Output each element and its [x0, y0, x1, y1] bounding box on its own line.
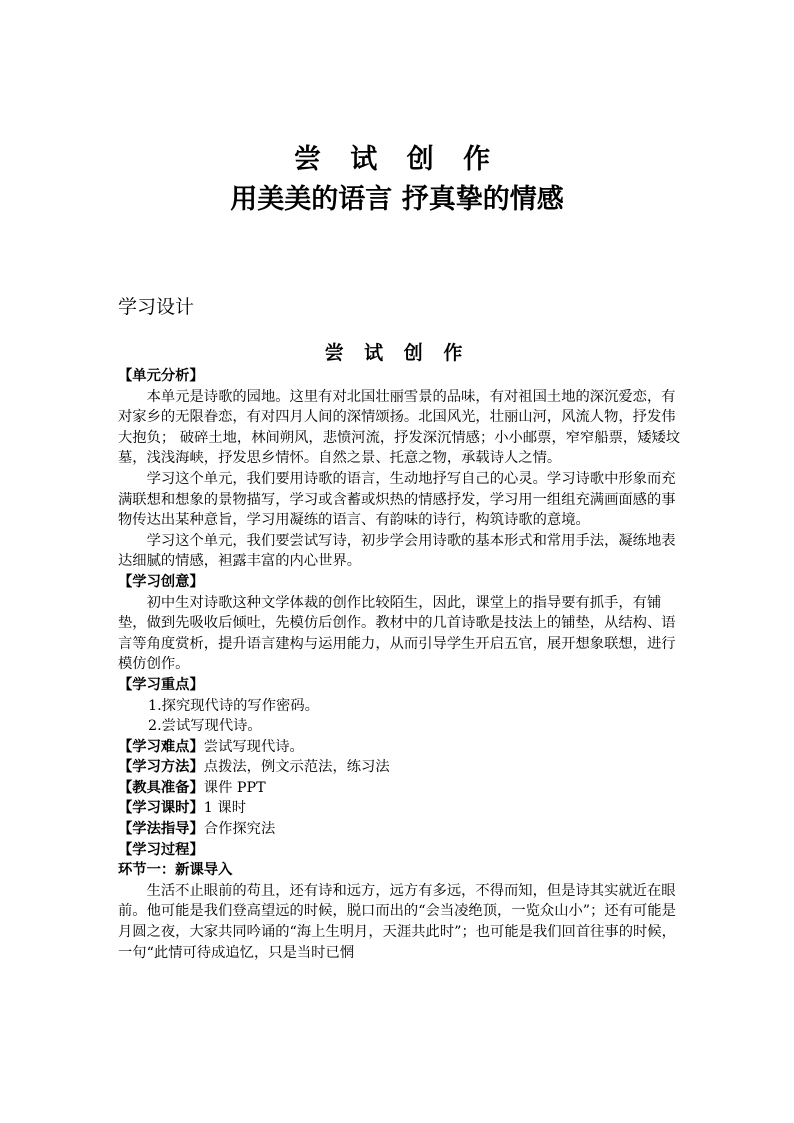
sub-title: 尝 试 创 作 [324, 342, 470, 364]
document-body [118, 366, 683, 963]
row-hours [118, 798, 683, 819]
paragraph-unit-analysis-2: 学习这个单元，我们要用诗歌的语言，生动地抒写自己的心灵。学习诗歌中形象而充满联想和想象的景物描写，学习或含蓄或炽热的情感抒发，学习用一组组充满画面感的事物传达出某种意旨，学习用凝练的语言、有韵味的诗行，构筑诗歌的意境。 [118, 470, 676, 529]
row-difficulty [118, 737, 683, 758]
heading-unit-analysis: 【单元分析】 [118, 368, 204, 384]
row-tools [118, 778, 683, 799]
row-guide [118, 819, 683, 840]
heading-key-points: 【学习重点】 [118, 676, 204, 693]
value-tools: 课件 PPT [203, 779, 266, 796]
value-guide: 合作探究法 [203, 821, 276, 838]
paragraph-step-1: 生活不止眼前的苟且，还有诗和远方，远方有多远，不得而知，但是诗其实就近在眼前。他可能是我们登高望远的时候，脱口而出的“会当凌绝顶，一览众山小”；还有可能是月圆之夜，大家共同吟诵的“海上生明月，天涯共此时”；也可能是我们回首往事的时候，一句“此情可待成追忆，只是当时已惘 [118, 882, 676, 961]
key-point-item-1: 1.探究现代诗的写作密码。 [148, 697, 319, 714]
key-point-item-2: 2.尝试写现代诗。 [148, 718, 262, 735]
paragraph-creative: 初中生对诗歌这种文学体裁的创作比较陌生，因此，课堂上的指导要有抓手，有铺垫，做到先吸收后倾吐，先模仿后创作。教材中的几首诗歌是技法上的铺垫，从结构、语言等角度赏析，提升语言建构与运用能力，从而引导学生开启五官，展开想象联想，进行模仿创作。 [118, 594, 676, 673]
value-method: 点拨法，例文示范法，练习法 [203, 759, 390, 776]
heading-process: 【学习过程】 [118, 841, 204, 858]
heading-method: 【学习方法】 [118, 759, 204, 776]
document-title [0, 140, 794, 220]
value-hours: 1 课时 [203, 800, 247, 817]
value-difficulty: 尝试写现代诗。 [203, 738, 304, 755]
heading-difficulty: 【学习难点】 [118, 738, 204, 755]
title-line-2: 用美美的语言 抒真挚的情感 [230, 184, 564, 215]
heading-guide: 【学法指导】 [118, 821, 204, 838]
section-label-design: 学习设计 [118, 296, 195, 318]
heading-creative: 【学习创意】 [118, 573, 204, 590]
title-line-1: 尝 试 创 作 [293, 144, 501, 175]
heading-tools: 【教具准备】 [118, 779, 204, 796]
paragraph-unit-analysis-3: 学习这个单元，我们要尝试写诗，初步学会用诗歌的基本形式和常用手法，凝练地表达细腻的情感，袒露丰富的内心世界。 [118, 532, 676, 570]
row-method [118, 757, 683, 778]
heading-step-1: 环节一：新课导入 [118, 862, 233, 879]
heading-hours: 【学习课时】 [118, 800, 204, 817]
paragraph-unit-analysis-1: 本单元是诗歌的园地。这里有对北国壮丽雪景的品味，有对祖国土地的深沉爱恋，有对家乡的无限眷恋，有对四月人间的深情颂扬。北国风光，壮丽山河，风流人物，抒发伟大抱负； 破碎土地，林间朔风，悲愤河流，抒发深沉情感；小小邮票，窄窄船票，矮矮坟墓，浅浅海峡，抒发思乡情怀。自然之景、托意之物，承载诗人之情。 [118, 388, 681, 467]
